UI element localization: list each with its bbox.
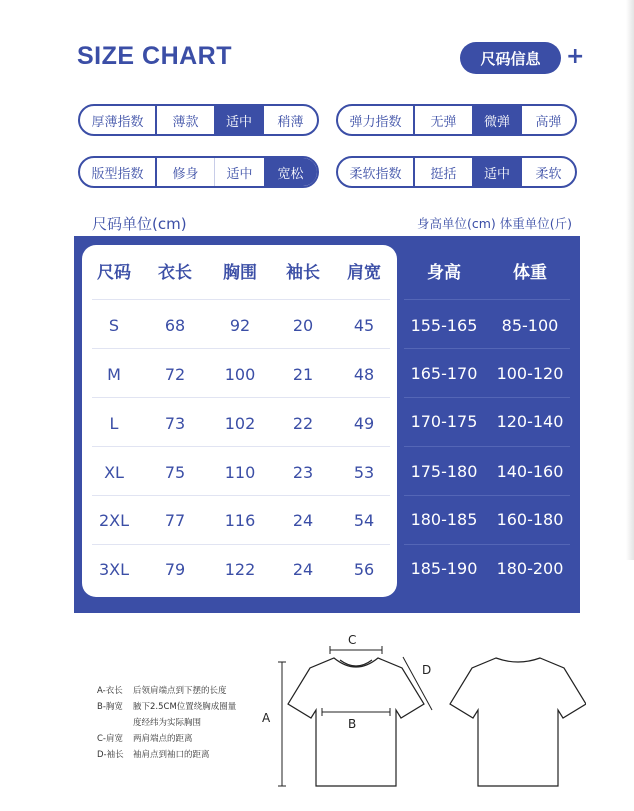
size-info-button[interactable]: 尺码信息: [460, 42, 561, 74]
cell-height: 175-180: [410, 462, 478, 481]
elasticity-option-high[interactable]: 高弹: [535, 114, 562, 130]
cell-length: 72: [164, 365, 186, 384]
header-sleeve: 袖长: [286, 263, 320, 283]
cell-height: 170-175: [410, 412, 478, 431]
thickness-option-slightly-thin[interactable]: 稍薄: [277, 114, 304, 130]
thickness-index-label: 厚薄指数: [80, 106, 157, 134]
header-weight: 体重: [513, 263, 547, 283]
cell-sleeve: 23: [292, 463, 314, 482]
cell-chest: 122: [224, 560, 256, 579]
elasticity-index-label: 弹力指数: [338, 106, 415, 134]
measurement-legend: [97, 683, 236, 763]
softness-option-medium[interactable]: 适中: [472, 158, 522, 186]
elasticity-option-slight[interactable]: 微弹: [472, 106, 522, 134]
fit-index: [78, 156, 319, 188]
cell-chest: 110: [224, 463, 256, 482]
legend-c-key: C-肩宽: [97, 734, 124, 744]
cell-shoulder: 48: [353, 365, 375, 384]
row-divider: [92, 446, 390, 447]
cell-length: 68: [164, 316, 186, 335]
tshirt-measurement-diagram: [256, 628, 586, 798]
legend-b-key: B-胸宽: [97, 702, 123, 712]
legend-d-text: 袖肩点到袖口的距离: [133, 750, 210, 760]
cell-chest: 116: [224, 511, 256, 530]
label-c: C: [348, 633, 357, 647]
cell-shoulder: 53: [353, 463, 375, 482]
cell-weight: 120-140: [496, 412, 564, 431]
cell-weight: 100-120: [496, 364, 564, 383]
row-divider: [92, 495, 390, 496]
thickness-option-medium[interactable]: 适中: [214, 106, 264, 134]
row-divider: [404, 397, 570, 398]
cell-size: 3XL: [98, 560, 130, 579]
cell-shoulder: 45: [353, 316, 375, 335]
row-divider: [92, 348, 390, 349]
thickness-option-thin[interactable]: 薄款: [172, 114, 199, 130]
fit-option-loose[interactable]: 宽松: [264, 158, 317, 186]
cell-length: 79: [164, 560, 186, 579]
legend-d-key: D-袖长: [97, 750, 124, 760]
size-unit-label: 尺码单位(cm): [92, 215, 187, 233]
cell-height: 185-190: [410, 559, 478, 578]
header-height: 身高: [427, 263, 461, 283]
header-size: 尺码: [97, 263, 131, 283]
fit-option-regular[interactable]: 适中: [214, 158, 264, 186]
cell-shoulder: 49: [353, 414, 375, 433]
plus-icon[interactable]: +: [566, 44, 585, 69]
height-weight-unit-label: 身高单位(cm) 体重单位(斤): [416, 216, 572, 231]
cell-size: 2XL: [98, 511, 130, 530]
cell-height: 155-165: [410, 316, 478, 335]
row-divider: [404, 446, 570, 447]
label-a: A: [262, 711, 271, 725]
row-divider: [404, 348, 570, 349]
cell-height: 165-170: [410, 364, 478, 383]
page-edge-shadow: [626, 0, 634, 560]
cell-sleeve: 20: [292, 316, 314, 335]
row-divider: [92, 544, 390, 545]
cell-chest: 102: [224, 414, 256, 433]
softness-option-stiff[interactable]: 挺括: [430, 166, 457, 182]
cell-sleeve: 21: [292, 365, 314, 384]
fit-index-label: 版型指数: [80, 158, 157, 186]
row-divider: [404, 544, 570, 545]
row-divider: [404, 299, 570, 300]
cell-weight: 140-160: [496, 462, 564, 481]
cell-size: M: [107, 365, 121, 384]
cell-chest: 92: [229, 316, 251, 335]
legend-b-text-2: 度经纬为实际胸围: [133, 718, 202, 728]
cell-sleeve: 22: [292, 414, 314, 433]
softness-index: [336, 156, 577, 188]
row-divider: [92, 397, 390, 398]
legend-b-text: 腋下2.5CM位置绕胸成圈量: [133, 702, 237, 712]
cell-shoulder: 56: [353, 560, 375, 579]
cell-size: XL: [104, 463, 124, 482]
elasticity-option-none[interactable]: 无弹: [430, 114, 457, 130]
row-divider: [404, 495, 570, 496]
elasticity-index: [336, 104, 577, 136]
cell-length: 75: [164, 463, 186, 482]
legend-c-text: 两肩端点的距离: [133, 734, 193, 744]
cell-length: 77: [164, 511, 186, 530]
page-title: SIZE CHART: [77, 42, 232, 70]
cell-shoulder: 54: [353, 511, 375, 530]
header-shoulder: 肩宽: [347, 263, 381, 283]
header-length: 衣长: [158, 263, 192, 283]
softness-index-label: 柔软指数: [338, 158, 415, 186]
cell-weight: 160-180: [496, 510, 564, 529]
cell-height: 180-185: [410, 510, 478, 529]
cell-sleeve: 24: [292, 511, 314, 530]
cell-length: 73: [164, 414, 186, 433]
tshirt-back-outline: [450, 658, 586, 786]
softness-option-soft[interactable]: 柔软: [535, 166, 562, 182]
fit-option-slim[interactable]: 修身: [172, 166, 199, 182]
thickness-index: [78, 104, 319, 136]
label-b: B: [348, 717, 357, 731]
cell-chest: 100: [224, 365, 256, 384]
cell-weight: 85-100: [501, 316, 559, 335]
cell-size: L: [109, 414, 119, 433]
legend-a-text: 后领肩端点到下摆的长度: [133, 686, 227, 696]
legend-a-key: A-衣长: [97, 686, 123, 696]
cell-sleeve: 24: [292, 560, 314, 579]
label-d: D: [422, 663, 432, 677]
header-chest: 胸围: [223, 263, 257, 283]
row-divider: [92, 299, 390, 300]
cell-size: S: [108, 316, 120, 335]
cell-weight: 180-200: [496, 559, 564, 578]
